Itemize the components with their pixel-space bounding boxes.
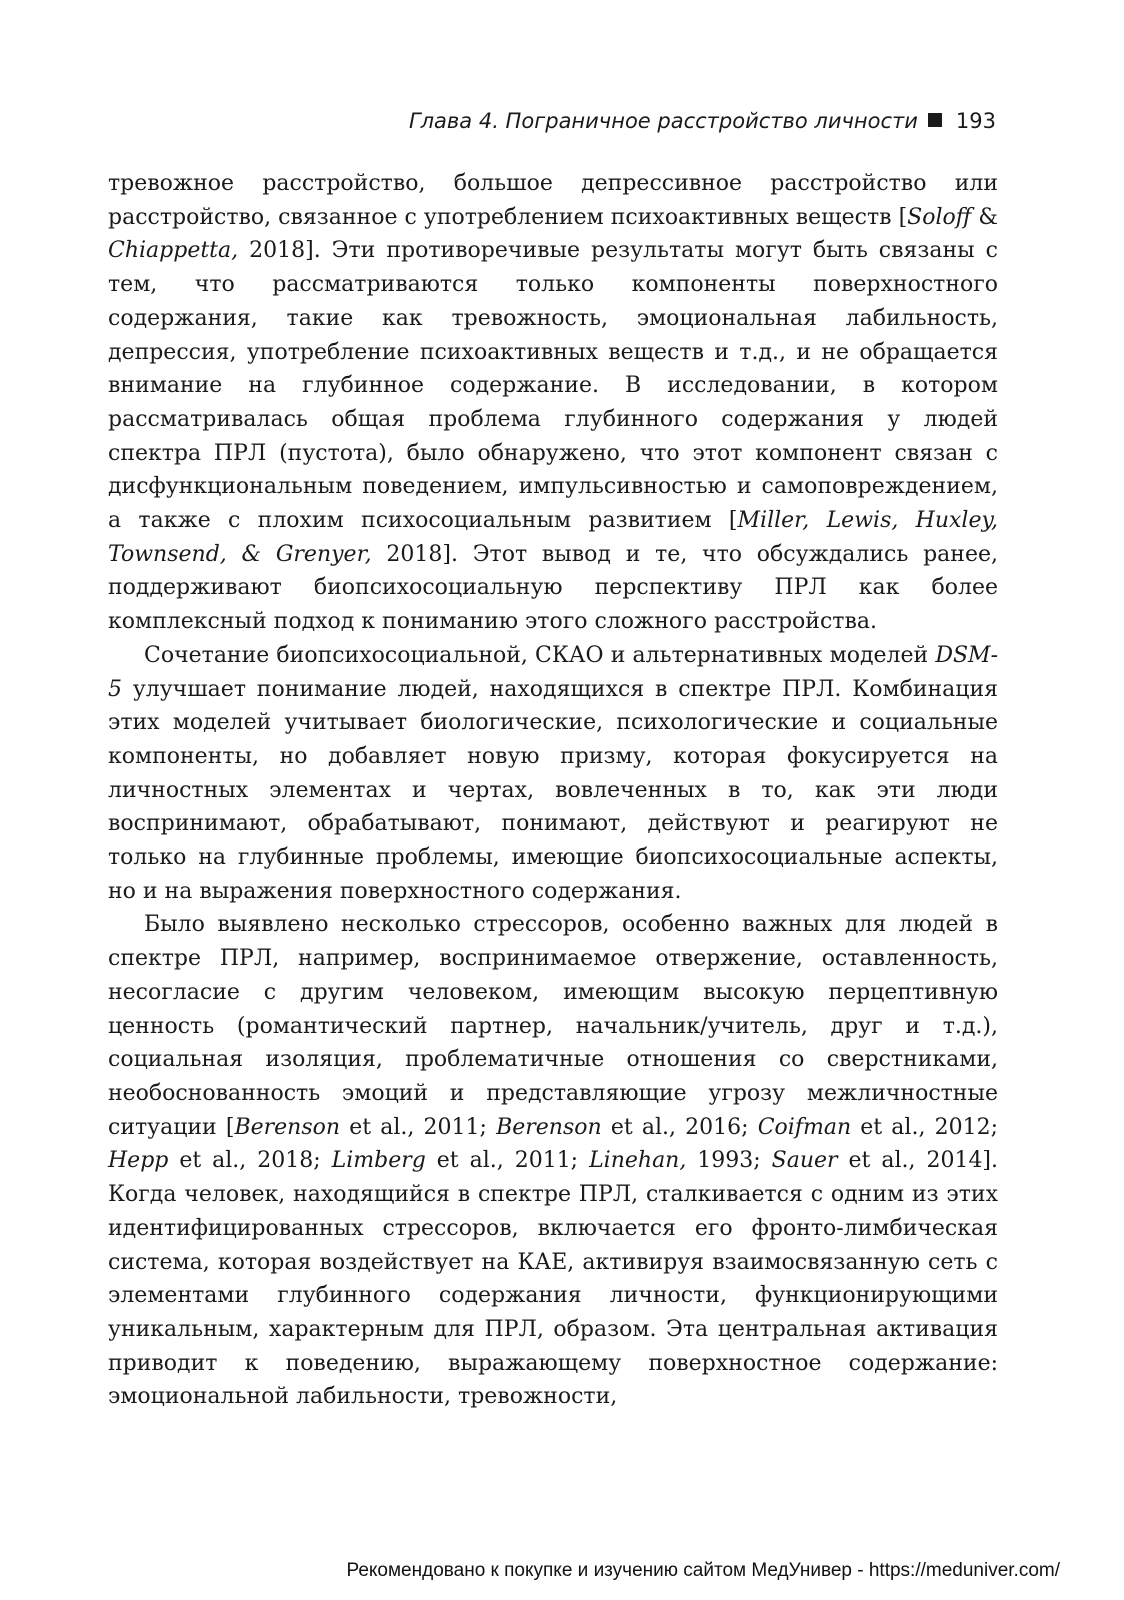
paragraph-1 — [108, 167, 998, 639]
paragraph-3 — [108, 908, 998, 1414]
body-text — [108, 167, 998, 1414]
citation-author: Chiappetta, — [108, 238, 239, 264]
text-run: тревожное расстройство, большое депрессивное расстройство или расстройство, связанное с употреблением психоактивных веществ [ — [108, 171, 998, 230]
citation-author: Coifman — [757, 1114, 852, 1140]
text-run: 2018]. Эти противоречивые результаты могут быть связаны с тем, что рассматриваются только компоненты поверхностного содержания, такие как тревожность, эмоциональная лабильность, депрессия, употребление психоактивных веществ и т.д., и не обращается внимание на глубинное содержание. В исследовании, в котором рассматривалась общая проблема глубинного содержания у людей спектра ПРЛ (пустота), было обнаружено, что этот компонент связан с дисфункциональным поведением, импульсивностью и самоповреждением, а также с плохим психосоциальным развитием [ — [108, 238, 998, 534]
text-run: et al., 2014]. Когда человек, находящийся в спектре ПРЛ, сталкивается с одним из этих идентифицированных стрессоров, включается его фронто-лимбическая система, которая воздействует на КАЕ, активируя взаимосвязанную сеть с элементами глубинного содержания личности, функционирующими уникальным, характерным для ПРЛ, образом. Эта центральная активация приводит к поведению, выражающему поверхностное содержание: эмоциональной лабильности, тревожности, — [108, 1148, 999, 1410]
text-run: 1993; — [686, 1148, 772, 1174]
running-header — [409, 106, 996, 136]
text-run: et al., 2016; — [601, 1114, 758, 1140]
paragraph-2 — [108, 639, 998, 909]
citation-author: Linehan, — [589, 1148, 687, 1174]
citation-author: Miller, Lewis, Huxley, Townsend, & Grenyer, — [108, 508, 998, 567]
dsm-title: DSM-5 — [108, 642, 998, 702]
text-run: 2018]. Этот вывод и те, что обсуждались ранее, поддерживают биопсихосоциальную перспективу ПРЛ как более комплексный подход к пониманию этого сложного расстройства. — [108, 541, 998, 635]
text-run: Сочетание биопсихосоциальной, СКАО и альтернативных моделей — [144, 642, 936, 668]
text-run: & — [971, 204, 998, 230]
text-run: et al., 2011; — [340, 1114, 497, 1140]
citation-author: Hepp — [108, 1148, 169, 1174]
citation-author: Limberg — [331, 1148, 426, 1174]
square-bullet-icon — [928, 113, 942, 127]
page-number: 193 — [955, 109, 996, 133]
citation-author: Soloff — [907, 204, 972, 230]
citation-author: Berenson — [496, 1114, 602, 1140]
citation-author: Berenson — [234, 1114, 341, 1140]
text-run: et al., 2011; — [425, 1148, 590, 1174]
citation-author: Sauer — [771, 1148, 838, 1174]
text-run: et al., 2012; — [851, 1114, 998, 1140]
watermark: Рекомендовано к покупке и изучению сайтом МедУнивер - https://meduniver.com/ — [346, 1560, 1060, 1581]
text-run: улучшает понимание людей, находящихся в спектре ПРЛ. Комбинация этих моделей учитывает биологические, психологические и социальные компоненты, но добавляет новую призму, которая фокусируется на личностных элементах и чертах, вовлеченных в то, как эти люди воспринимают, обрабатывают, понимают, действуют и реагируют не только на глубинные проблемы, имеющие биопсихосоциальные аспекты, но и на выражения поверхностного содержания. — [108, 676, 998, 904]
chapter-title: Глава 4. Пограничное расстройство личности — [408, 109, 918, 133]
text-run: et al., 2018; — [168, 1148, 332, 1174]
text-run: Было выявлено несколько стрессоров, особенно важных для людей в спектре ПРЛ, например, воспринимаемое отвержение, оставленность, несогласие с другим человеком, имеющим высокую перцептивную ценность (романтический партнер, начальник/учитель, друг и т.д.), социальная изоляция, проблематичные отношения со сверстниками, необоснованность эмоций и представляющие угрозу межличностные ситуации [ — [108, 912, 998, 1140]
